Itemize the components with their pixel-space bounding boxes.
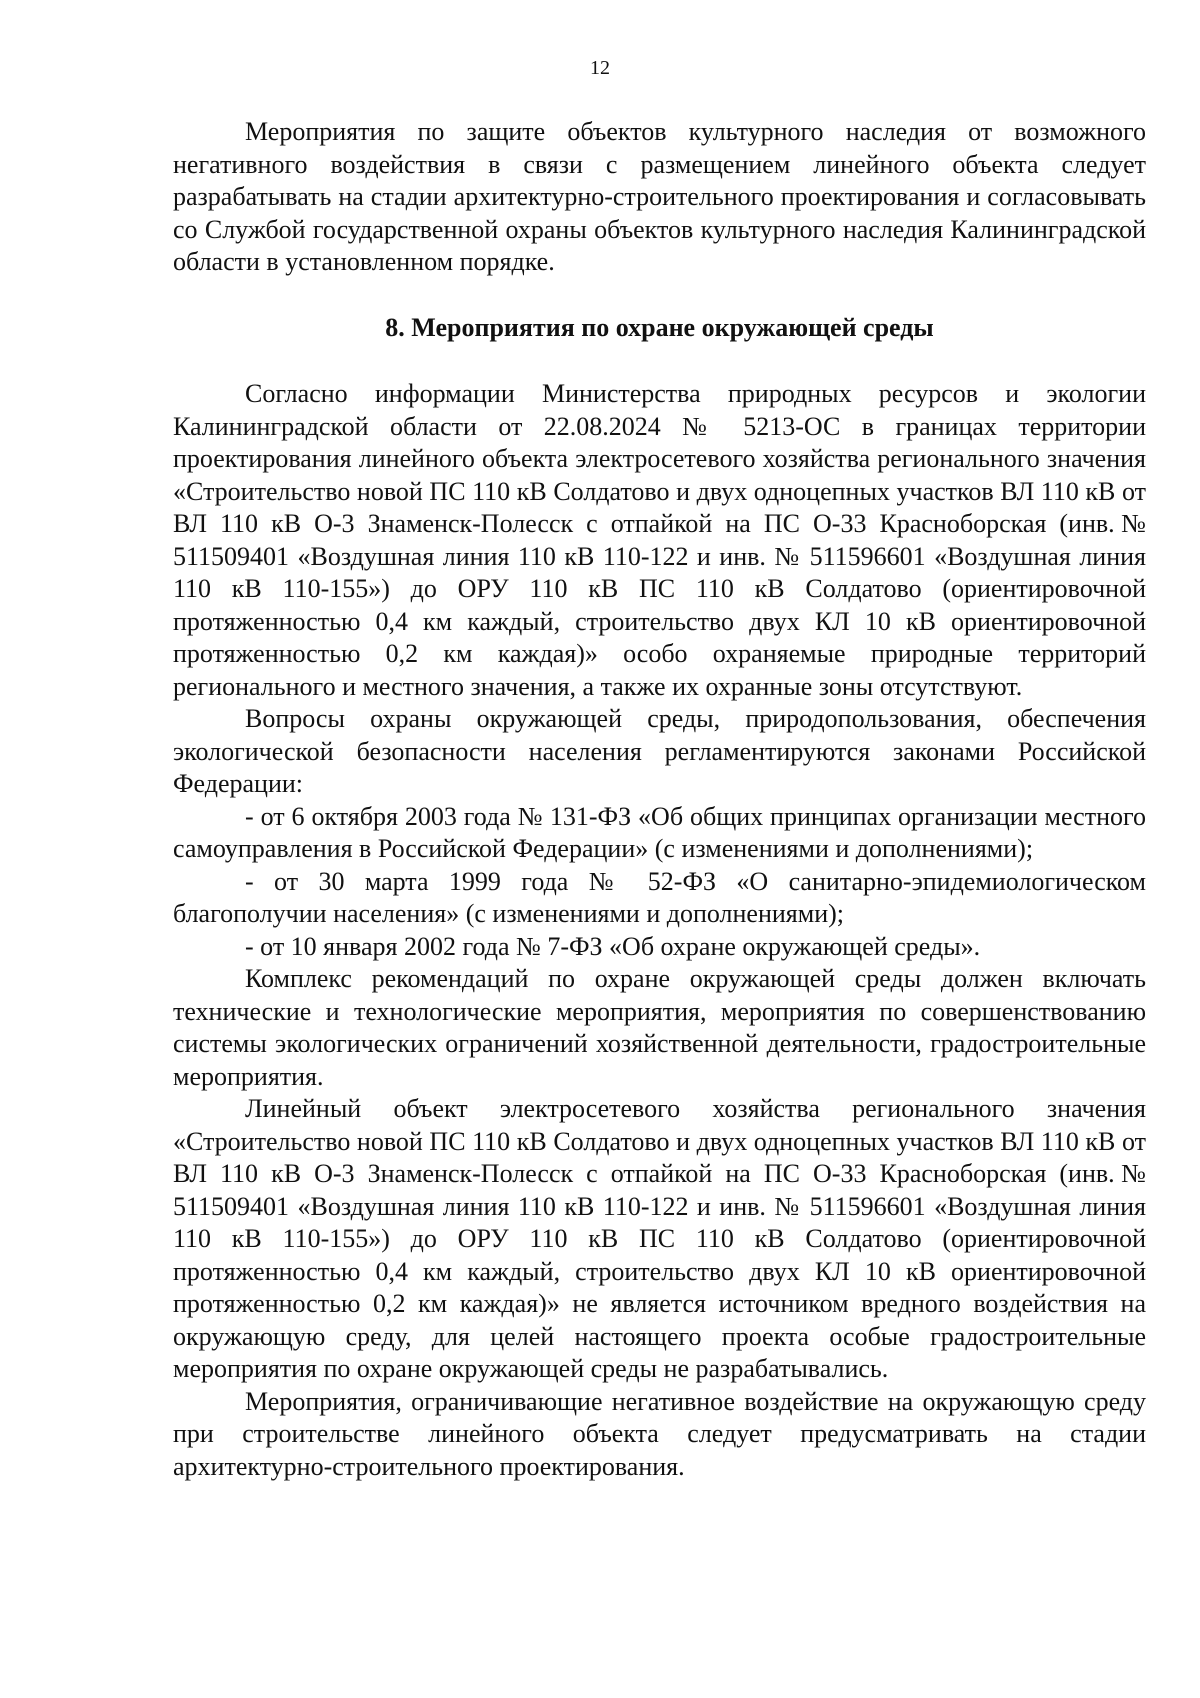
document-body	[173, 116, 1146, 1483]
law-item-52-fz: - от 30 марта 1999 года № 52-ФЗ «О санитарно-эпидемиологическом благополучии населения» (с изменениями и дополнениями);	[173, 866, 1146, 928]
paragraph-recommendations: Комплекс рекомендаций по охране окружающей среды должен включать технические и технологические мероприятия, мероприятия по совершенствованию системы экологических ограничений хозяйственной деятельности, градостроительные мероприятия.	[173, 964, 1146, 1091]
paragraph-construction-measures: Мероприятия, ограничивающие негативное воздействие на окружающую среду при строительстве линейного объекта следует предусматривать на стадии архитектурно-строительного проектирования.	[173, 1386, 1146, 1481]
section-heading: 8. Мероприятия по охране окружающей среды	[385, 312, 934, 342]
page-number: 12	[590, 57, 610, 79]
paragraph-linear-object: Линейный объект электросетевого хозяйства регионального значения «Строительство новой ПС 110 кВ Солдатово и двух одноцепных участков ВЛ 110 кВ от ВЛ 110 кВ О-3 Знаменск-Полесск с отпайкой на ПС О-33 Красноборская (инв.№ 511509401 «Воздушная линия 110 кВ 110-122 и инв. № 511596601 «Воздушная линия 110 кВ 110-155») до ОРУ 110 кВ ПС 110 кВ Солдатово (ориентировочной протяженностью 0,4 км каждый, строительство двух КЛ 10 кВ ориентировочной протяженностью 0,2 км каждая)» не является источником вредного воздействия на окружающую среду, для целей настоящего проекта особые градостроительные мероприятия по охране окружающей среды не разрабатывались.	[173, 1094, 1146, 1383]
law-item-7-fz: - от 10 января 2002 года № 7-ФЗ «Об охране окружающей среды».	[245, 931, 981, 961]
paragraph-laws-intro: Вопросы охраны окружающей среды, природопользования, обеспечения экологической безопасности населения регламентируются законами Российской Федерации:	[173, 704, 1146, 798]
paragraph-heritage-measures: Мероприятия по защите объектов культурного наследия от возможного негативного воздействия в связи с размещением линейного объекта следует разрабатывать на стадии архитектурно-строительного проектирования и согласовывать со Службой государственной охраны объектов культурного наследия Калининградской области в установленном порядке.	[173, 117, 1146, 276]
law-item-131-fz: - от 6 октября 2003 года № 131-ФЗ «Об общих принципах организации местного самоуправления в Российской Федерации» (с изменениями и дополнениями);	[173, 801, 1146, 863]
paragraph-ministry-info: Согласно информации Министерства природных ресурсов и экологии Калининградской области от 22.08.2024 № 5213-ОС в границах территории проектирования линейного объекта электросетевого хозяйства регионального значения «Строительство новой ПС 110 кВ Солдатово и двух одноцепных участков ВЛ 110 кВ от ВЛ 110 кВ О-3 Знаменск-Полесск с отпайкой на ПС О-33 Красноборская (инв.№ 511509401 «Воздушная линия 110 кВ 110-122 и инв. № 511596601 «Воздушная линия 110 кВ 110-155») до ОРУ 110 кВ ПС 110 кВ Солдатово (ориентировочной протяженностью 0,4 км каждый, строительство двух КЛ 10 кВ ориентировочной протяженностью 0,2 км каждая)» особо охраняемые природные территорий регионального и местного значения, а также их охранные зоны отсутствуют.	[173, 379, 1146, 701]
